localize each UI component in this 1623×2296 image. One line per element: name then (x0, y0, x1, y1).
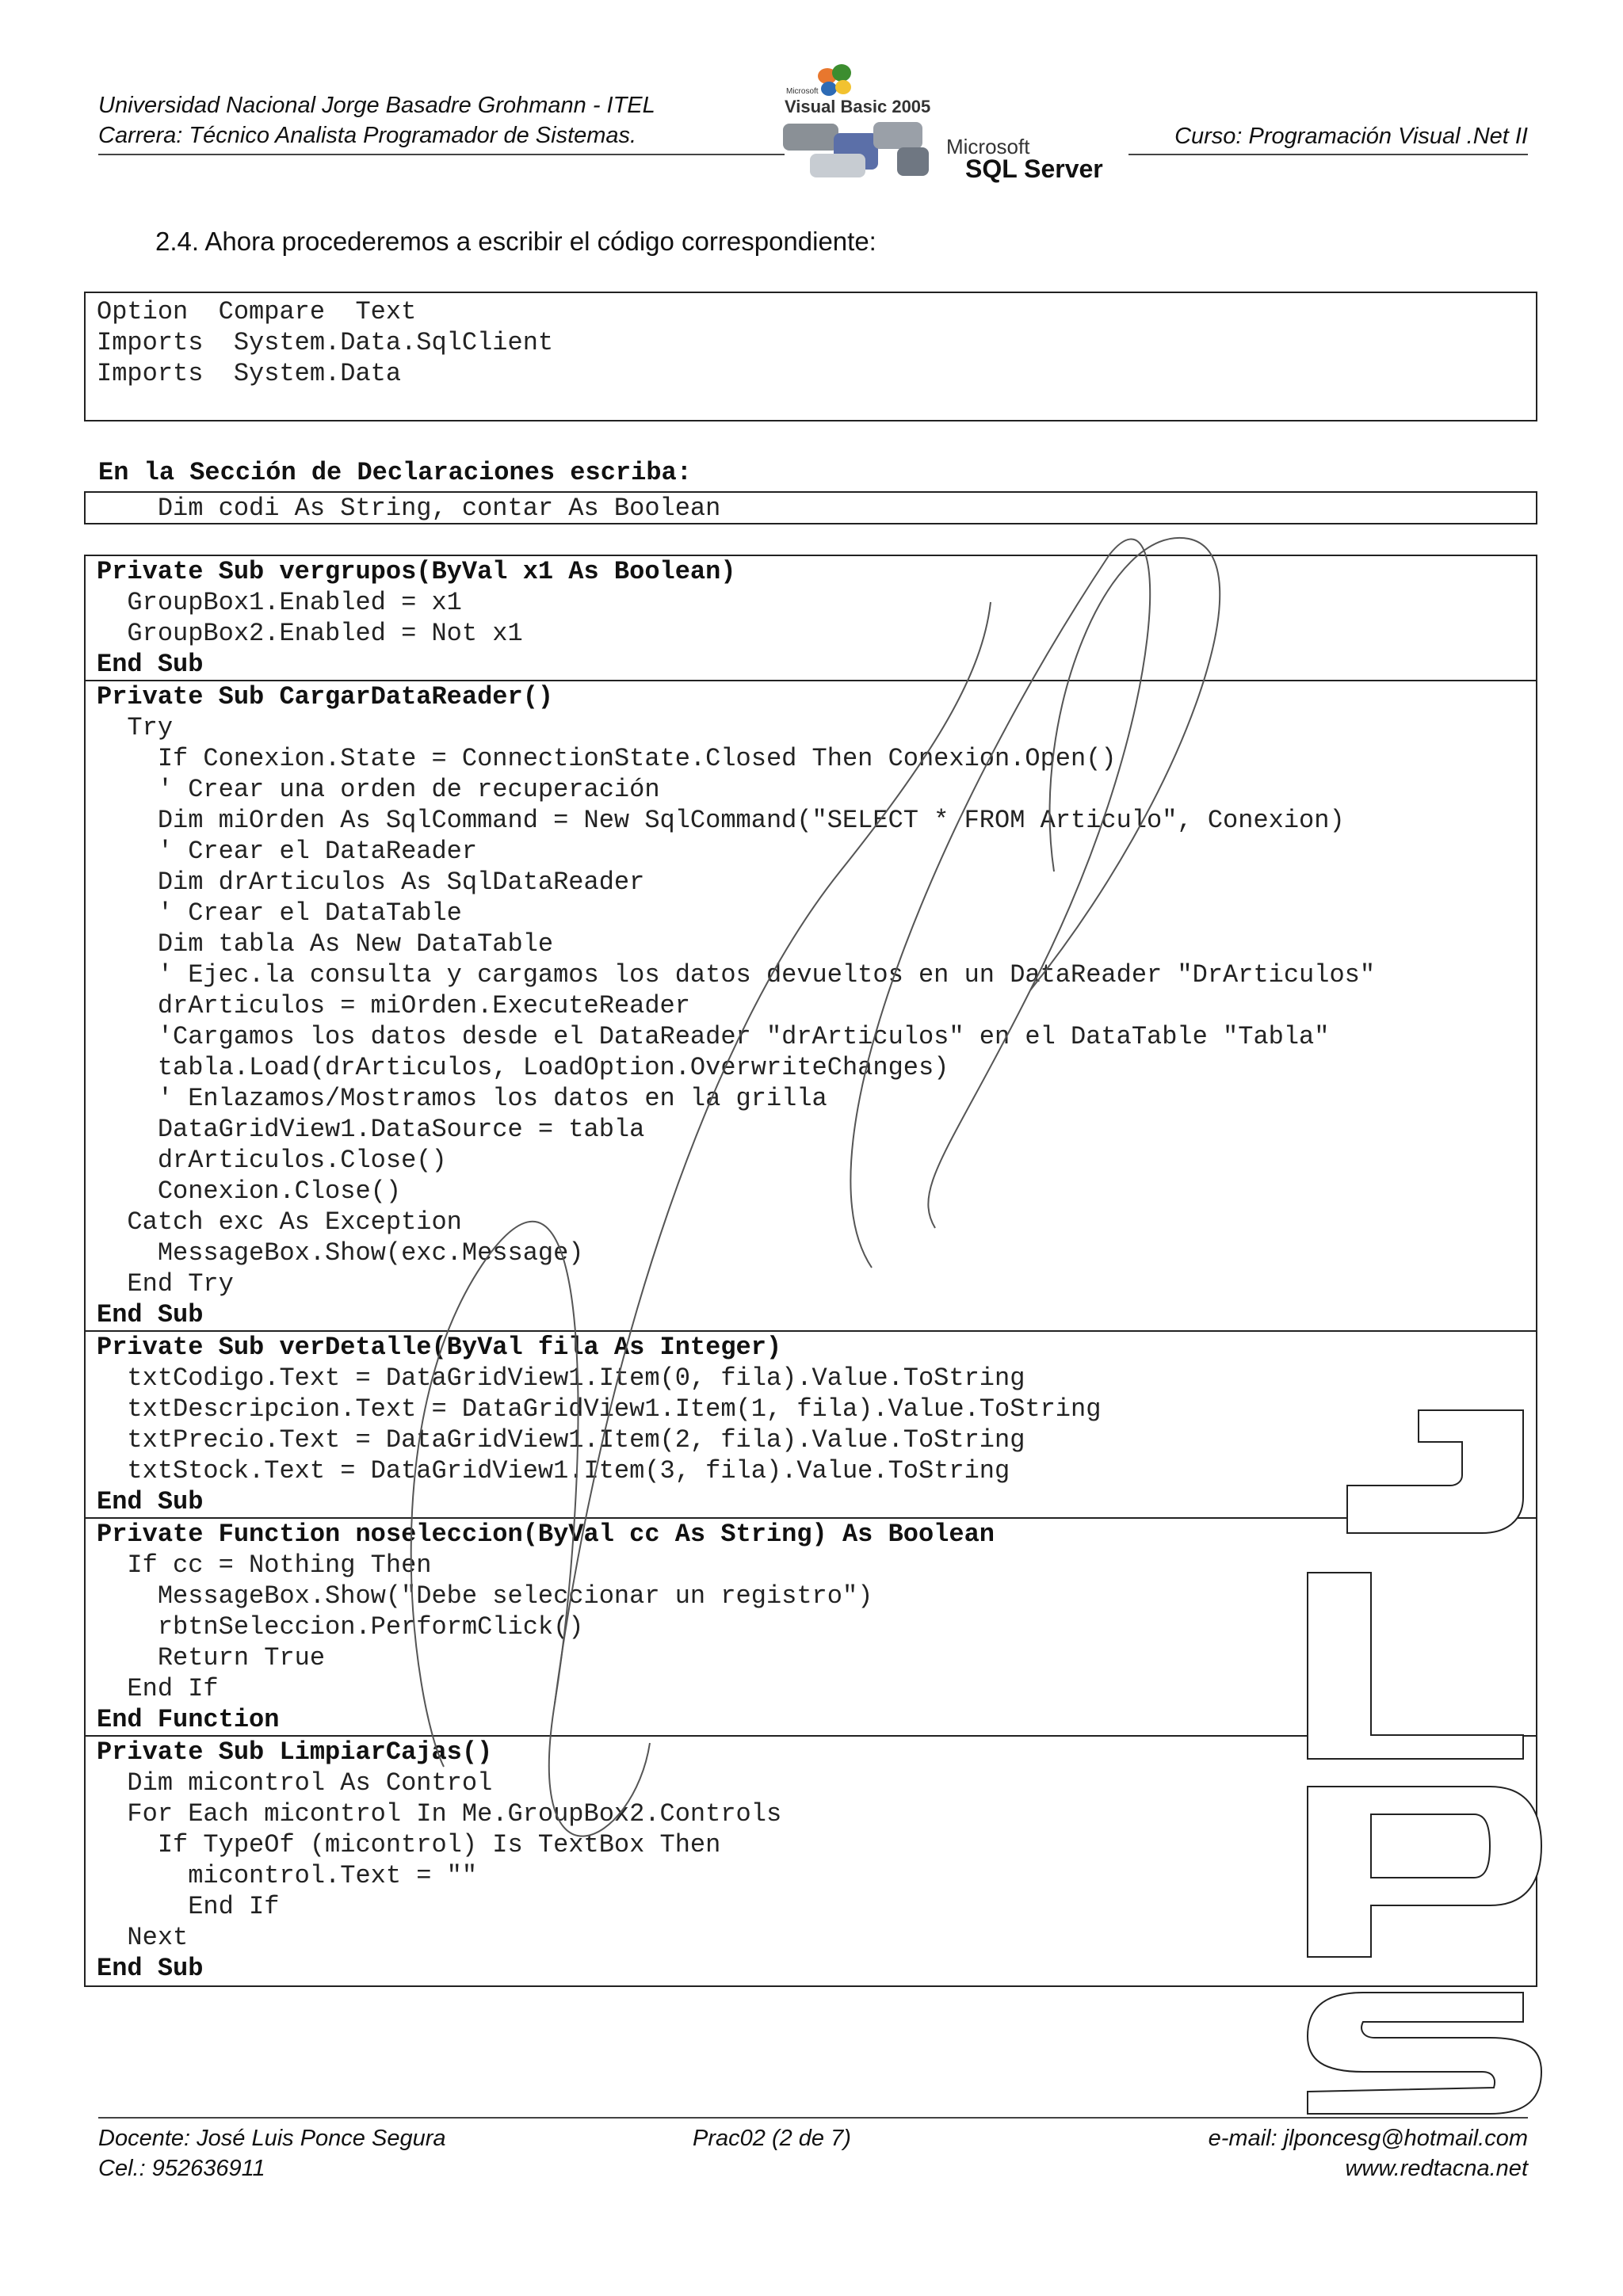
procedure-block (86, 1737, 1536, 1984)
footer-rule (98, 2117, 1528, 2119)
logo-ms-small-top: Microsoft (786, 87, 819, 96)
procedure-header: Private Sub vergrupos(ByVal x1 As Boolean) (97, 557, 736, 586)
procedure-block (86, 1519, 1536, 1737)
logo-blocks (783, 122, 929, 177)
procedure-body: If cc = Nothing Then MessageBox.Show("Debe seleccionar un registro") rbtnSeleccion.PerformClick() Return True End If (127, 1550, 873, 1703)
visualbasic-sqlserver-logo (778, 60, 1127, 187)
header-left (98, 90, 812, 151)
procedure-block (86, 681, 1536, 1332)
procedure-header: Private Function noseleccion(ByVal cc As String) As Boolean (97, 1520, 995, 1549)
procedure-body: Try If Conexion.State = ConnectionState.Closed Then Conexion.Open() ' Crear una orden de recuperación Dim miOrden As SqlCommand = New SqlCommand("SELECT * FROM Articulo", Conexion) ' Crear el DataReader Dim drArticulos As SqlDataReader ' Crear el DataTable Dim tabla As New DataTable ' Ejec.la consulta y cargamos los datos devueltos en un DataReader "DrArticulos" drArticulos = miOrden.ExecuteReader 'Cargamos los datos desde el DataReader "drArticulos" en el DataTable "Tabla" tabla.Load(drArticulos, LoadOption.OverwriteChanges) ' Enlazamos/Mostramos los datos en la grilla DataGridView1.DataSource = tabla drArticulos.Close() Conexion.Close() Catch exc As Exception MessageBox.Show(exc.Message) End Try (127, 713, 1376, 1299)
procedure-end: End Function (97, 1705, 280, 1734)
career-name: Carrera: Técnico Analista Programador de Sistemas. (98, 123, 637, 148)
procedure-block (86, 1332, 1536, 1519)
declarations-code-box (84, 491, 1537, 524)
imports-code-box (84, 292, 1537, 421)
procedure-end: End Sub (97, 1954, 204, 1983)
logo-sqlserver-text: SQL Server (965, 154, 1103, 183)
website: www.redtacna.net (1345, 2156, 1528, 2181)
procedures-code-box (84, 555, 1537, 1987)
imports-code: Option Compare Text Imports System.Data.SqlClient Imports System.Data (97, 297, 554, 388)
procedure-header: Private Sub verDetalle(ByVal fila As Integer) (97, 1333, 782, 1362)
declarations-title: En la Sección de Declaraciones escriba: (98, 458, 692, 487)
visualbasic-butterfly-icon (818, 64, 851, 96)
procedure-body: GroupBox1.Enabled = x1 GroupBox2.Enabled = Not x1 (127, 588, 523, 648)
procedure-end: End Sub (97, 650, 204, 679)
course-name: Curso: Programación Visual .Net II (1174, 124, 1528, 149)
university-name: Universidad Nacional Jorge Basadre Grohmann - ITEL (98, 93, 655, 118)
procedure-body: txtCodigo.Text = DataGridView1.Item(0, fila).Value.ToString txtDescripcion.Text = DataGridView1.Item(1, fila).Value.ToString txtPrecio.Text = DataGridView1.Item(2, fila).Value.ToString txtStock.Text = DataGridView1.Item(3, fila).Value.ToString (127, 1363, 1102, 1486)
logo-visualbasic-text: Visual Basic 2005 (785, 97, 931, 116)
procedure-body: Dim micontrol As Control For Each micontrol In Me.GroupBox2.Controls If TypeOf (micontrol) Is TextBox Then micontrol.Text = "" End If Next (127, 1768, 782, 1952)
footer-right (1209, 2123, 1528, 2183)
teacher-email: e-mail: jlponcesg@hotmail.com (1208, 2126, 1528, 2151)
procedure-end: End Sub (97, 1487, 204, 1516)
header-rule-right (1128, 154, 1528, 155)
header-rule-left (98, 154, 785, 155)
page-indicator: Prac02 (2 de 7) (693, 2126, 851, 2151)
step-heading: 2.4. Ahora procederemos a escribir el código correspondiente: (155, 227, 876, 256)
procedure-end: End Sub (97, 1300, 204, 1329)
teacher-phone: Cel.: 952636911 (98, 2156, 265, 2181)
footer-left (98, 2123, 446, 2183)
procedure-header: Private Sub LimpiarCajas() (97, 1737, 493, 1767)
declarations-code: Dim codi As String, contar As Boolean (97, 494, 721, 523)
logo-ms-small-bottom: Microsoft (946, 135, 1030, 158)
teacher-name: Docente: José Luis Ponce Segura (98, 2126, 446, 2151)
procedure-header: Private Sub CargarDataReader() (97, 682, 554, 711)
procedure-block (86, 556, 1536, 681)
